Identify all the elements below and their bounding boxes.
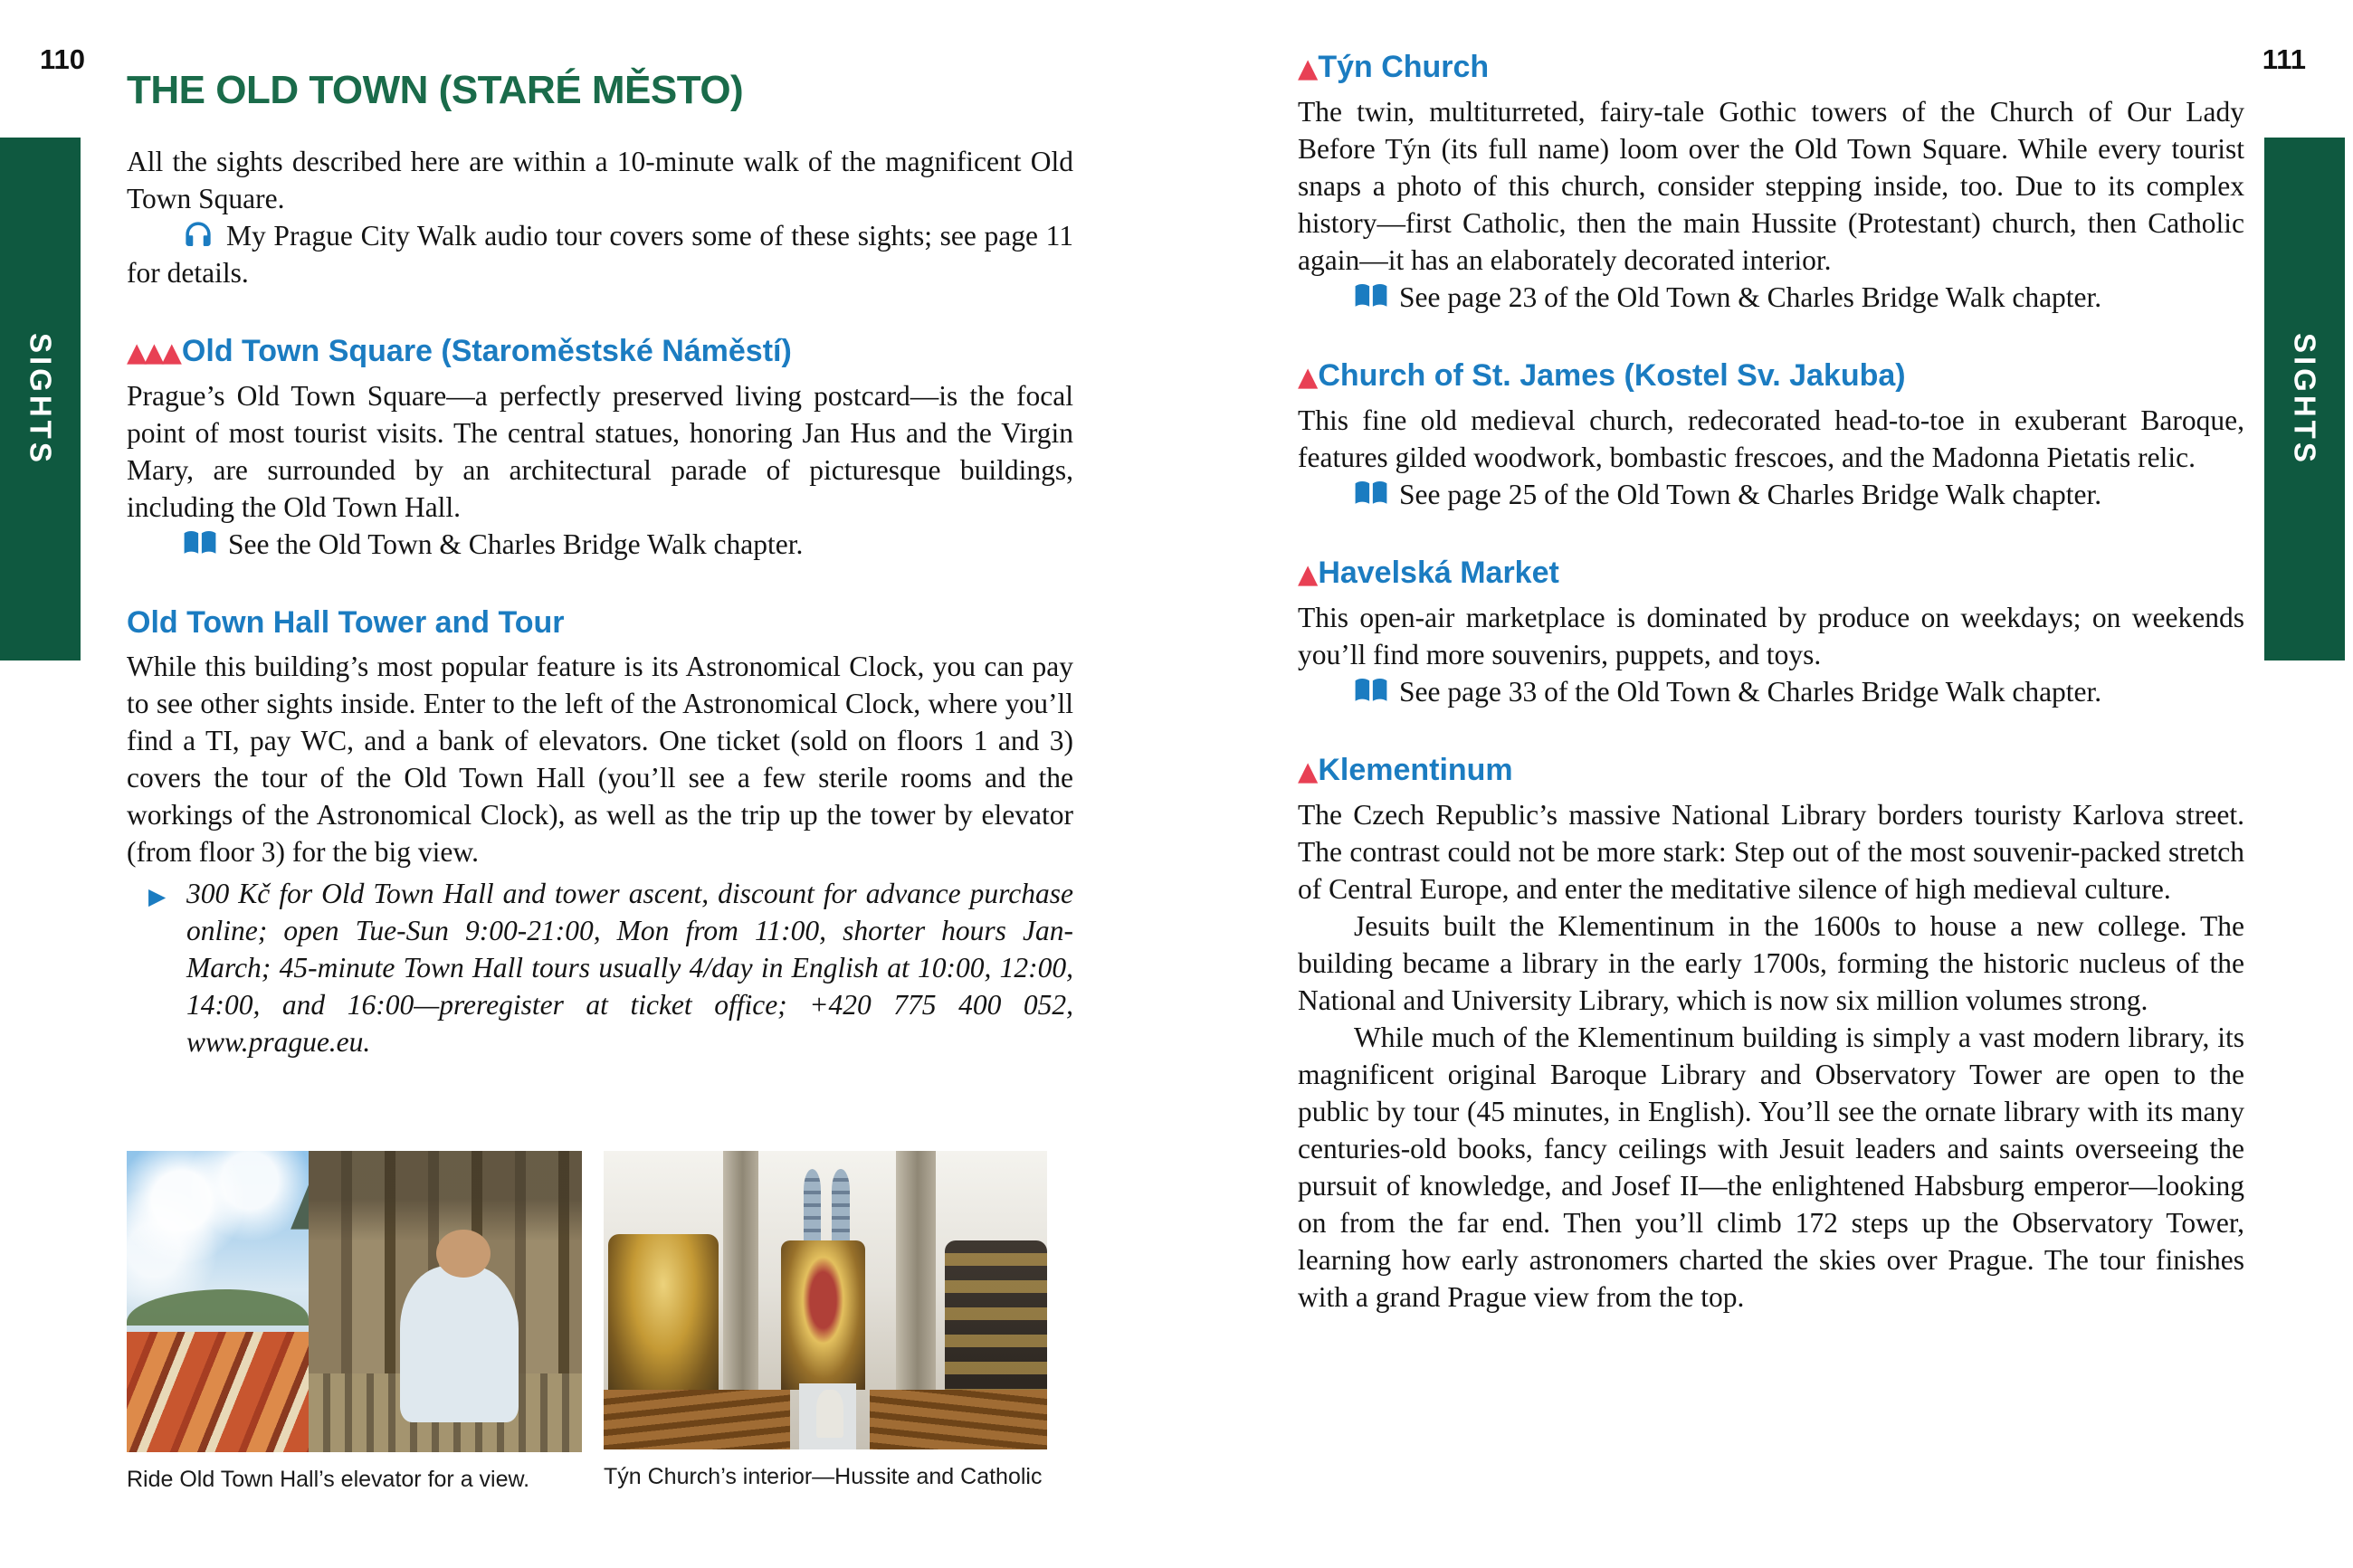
page-number-left: 110 <box>40 43 86 75</box>
sights-section-tab-left <box>0 138 81 660</box>
listing-text: 300 Kč for Old Town Hall and tower ascent, discount for advance purchase online; open Tue-Sun 9:00-21:00, Mon from 11:00, shorter hours Jan-March; 45-minute Town Hall tours usually 4/day in English at 10:00, 12:00, 14:00, and 16:00—preregister at ticket office; +420 775 400 052, www.prague.eu. <box>186 878 1073 1058</box>
sight-title: Old Town Hall Tower and Tour <box>127 605 565 640</box>
sight-heading-havelska-market <box>1298 553 2244 594</box>
photo-visitor <box>816 1390 843 1438</box>
sight-body: While this building’s most popular feature is its Astronomical Clock, you can pay to see other sights inside. Enter to the left of the Astronomical Clock, where you’ll find a TI, pay WC, and a bank of elevators. One ticket (sold on floors 1 and 3) covers the tour of the Old Town Hall (you’ll see a few sterile rooms and the workings of the Astronomical Clock), as well as the trip up the tower by elevator (from floor 3) for the big view. <box>127 651 1073 868</box>
right-page <box>1298 0 2244 1568</box>
open-book-icon <box>1354 480 1388 507</box>
old-town-hall-tower-view-figure <box>127 1151 582 1493</box>
photo-wooden-pews <box>870 1390 1047 1449</box>
audio-tour-note <box>127 217 1073 291</box>
audio-tour-text: My Prague City Walk audio tour covers some of these sights; see page 11 for details. <box>127 220 1073 289</box>
rating-triangles: ▲ <box>1298 52 1316 83</box>
practical-listing <box>148 875 1073 1060</box>
sight-body: The Czech Republic’s massive National Library borders touristy Karlova street. The contrast could not be more stark: Step out of the most souvenir-packed stretch of Central Europe, and enter the meditative silence of high medieval culture. <box>1298 799 2244 905</box>
crossref-text: See page 33 of the Old Town & Charles Bridge Walk chapter. <box>1399 676 2102 708</box>
rating-triangles: ▲ <box>1298 755 1316 786</box>
chapter-title: THE OLD TOWN (STARÉ MĚSTO) <box>127 68 744 112</box>
photo-gold-altar <box>945 1240 1047 1402</box>
sight-title: Old Town Square (Staroměstské Náměstí) <box>181 334 792 368</box>
crossref-line <box>1298 673 2244 710</box>
crossref-text: See the Old Town & Charles Bridge Walk chapter. <box>228 528 804 560</box>
rating-triangles: ▲ <box>1298 361 1316 392</box>
page-number-right: 111 <box>2262 43 2306 75</box>
left-page <box>127 0 1073 1568</box>
sight-title: Týn Church <box>1318 50 1490 84</box>
rating-triangles: ▲▲▲ <box>127 337 179 367</box>
photo-gold-altar <box>608 1234 719 1402</box>
crossref-text: See page 25 of the Old Town & Charles Bridge Walk chapter. <box>1399 479 2102 510</box>
open-book-icon <box>1354 678 1388 704</box>
tyn-church-interior-figure <box>604 1151 1047 1490</box>
open-book-icon <box>1354 283 1388 309</box>
listing-bullet-icon: ▶ <box>148 883 167 909</box>
rating-triangles: ▲ <box>1298 558 1316 589</box>
photo-red-rooftops <box>127 1332 309 1452</box>
old-town-hall-tower-view-photo <box>127 1151 582 1452</box>
sight-title: Havelská Market <box>1318 556 1559 590</box>
photo-tourist-head <box>436 1230 491 1278</box>
sight-title: Church of St. James (Kostel Sv. Jakuba) <box>1318 358 1906 393</box>
photo-wooden-pews <box>604 1390 790 1449</box>
intro-paragraph: All the sights described here are within a 10-minute walk of the magnificent Old Town Square. <box>127 146 1073 214</box>
sight-title: Klementinum <box>1318 753 1513 787</box>
photo-tourist <box>400 1266 519 1422</box>
crossref-line <box>1298 476 2244 513</box>
sight-body: Prague’s Old Town Square—a perfectly preserved living postcard—is the focal point of most tourist visits. The central statues, honoring Jan Hus and the Virgin Mary, are surrounded by an architectural parade of picturesque buildings, including the Old Town Hall. <box>127 380 1073 523</box>
sight-heading-klementinum <box>1298 750 2244 791</box>
sight-body: This fine old medieval church, redecorated head-to-toe in exuberant Baroque, features gilded woodwork, bombastic frescoes, and the Madonna Pietatis relic. <box>1298 404 2244 473</box>
photo-caption: Týn Church’s interior—Hussite and Catholic <box>604 1464 1043 1489</box>
sight-heading-tyn-church <box>1298 47 2244 88</box>
crossref-line <box>1298 279 2244 316</box>
photo-main-altar <box>781 1240 865 1390</box>
tyn-church-interior-photo <box>604 1151 1047 1449</box>
crossref-text: See page 23 of the Old Town & Charles Bridge Walk chapter. <box>1399 281 2102 313</box>
photo-church-pillar <box>723 1151 758 1408</box>
sights-section-tab-right <box>2264 138 2345 660</box>
sights-tab-label: SIGHTS <box>2288 332 2322 466</box>
sight-body: Jesuits built the Klementinum in the 1600s to house a new college. The building became a library in the early 1700s, forming the historic nucleus of the National and University Library, which is now six million volumes strong. <box>1298 910 2244 1016</box>
sight-heading-old-town-square <box>127 331 1073 372</box>
sight-body: While much of the Klementinum building is simply a vast modern library, its magnificent original Baroque Library and Observatory Tower are open to the public by tour (45 minutes, in English). You’ll see the ornate library with its many centuries-old books, fancy ceilings with Jesuit leaders and saints overseeing the pursuit of knowledge, and Josef II—the enlightened Habsburg emperor—looking on from the far end. Then you’ll climb 172 steps up the Observatory Tower, learning how early astronomers charted the skies over Prague. The tour finishes with a grand Prague view from the top. <box>1298 1022 2244 1313</box>
sights-tab-label: SIGHTS <box>24 332 58 466</box>
sight-body: The twin, multiturreted, fairy-tale Gothic towers of the Church of Our Lady Before Týn (its full name) loom over the Old Town Square. While every tourist snaps a photo of this church, consider stepping inside, too. Due to its complex history—first Catholic, then the main Hussite (Protestant) church, then Catholic again—it has an elaborately decorated interior. <box>1298 96 2244 276</box>
photo-church-pillar <box>896 1151 936 1408</box>
open-book-icon <box>183 530 217 556</box>
sight-heading-old-town-hall-tower <box>127 603 1073 642</box>
photo-caption: Ride Old Town Hall’s elevator for a view. <box>127 1467 530 1492</box>
crossref-line <box>127 526 1073 563</box>
sight-body: This open-air marketplace is dominated by produce on weekdays; on weekends you’ll find more souvenirs, puppets, and toys. <box>1298 602 2244 670</box>
headphones-icon <box>183 221 214 248</box>
sight-heading-church-of-st-james <box>1298 356 2244 396</box>
